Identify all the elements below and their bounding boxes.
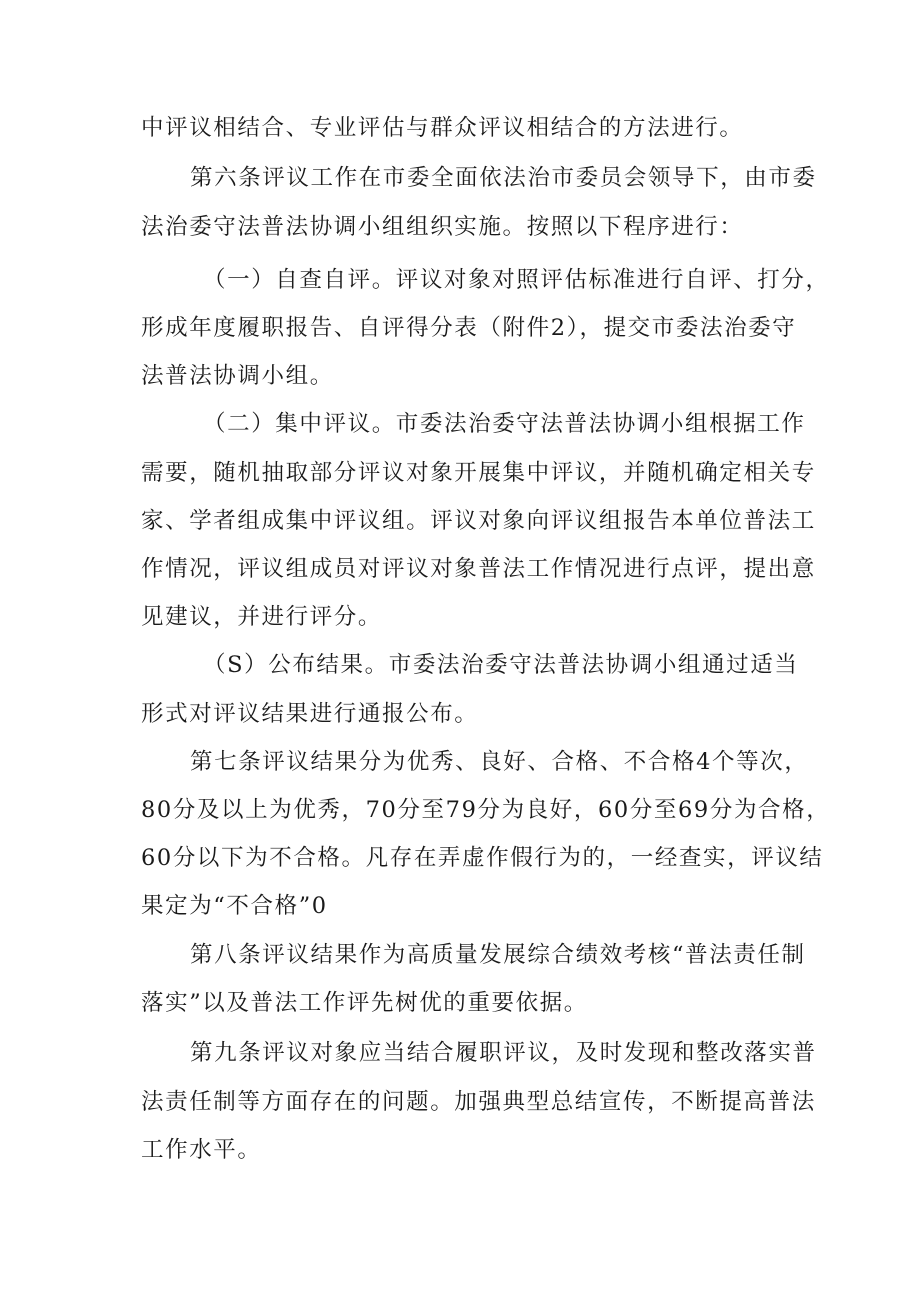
text-line: 果定为“不合格”0 [141,893,328,919]
text-line: 第六条评议工作在市委全面依法治市委员会领导下，由市委 [190,165,817,191]
text-line: （一）自查自评。评议对象对照评估标准进行自评、打分， [203,267,830,293]
text-line: 第七条评议结果分为优秀、良好、合格、不合格4个等次， [190,749,809,775]
text-line: 家、学者组成集中评议组。评议对象向评议组报告本单位普法工 [141,508,816,534]
text-line: 80分及以上为优秀，70分至79分为良好，60分至69分为合格， [141,797,831,823]
text-line: 60分以下为不合格。凡存在弄虚作假行为的，一经查实，评议结 [141,845,824,871]
text-line: 形式对评议结果进行通报公布。 [141,701,479,727]
text-line: 需要，随机抽取部分评议对象开展集中评议，并随机确定相关专 [141,460,816,486]
text-line: 法责任制等方面存在的问题。加强典型总结宣传，不断提高普法 [141,1089,816,1115]
text-line: 法治委守法普法协调小组组织实施。按照以下程序进行： [141,214,744,240]
text-line: 第九条评议对象应当结合履职评议，及时发现和整改落实普 [190,1040,817,1066]
text-line: 形成年度履职报告、自评得分表（附件2），提交市委法治委守 [141,315,797,341]
text-line: 第八条评议结果作为高质量发展综合绩效考核“普法责任制 [190,942,806,968]
text-line: 法普法协调小组。 [141,363,334,389]
text-line: 作情况，评议组成员对评议对象普法工作情况进行点评，提出意 [141,556,816,582]
text-line: 落实”以及普法工作评先树优的重要依据。 [141,990,588,1016]
text-line: 见建议，并进行评分。 [141,604,383,630]
text-line: （二）集中评议。市委法治委守法普法协调小组根据工作 [203,411,806,437]
text-line: 中评议相结合、专业评估与群众评议相结合的方法进行。 [141,115,744,141]
text-line: （S）公布结果。市委法治委守法普法协调小组通过适当 [203,652,799,678]
text-line: 工作水平。 [141,1137,262,1163]
